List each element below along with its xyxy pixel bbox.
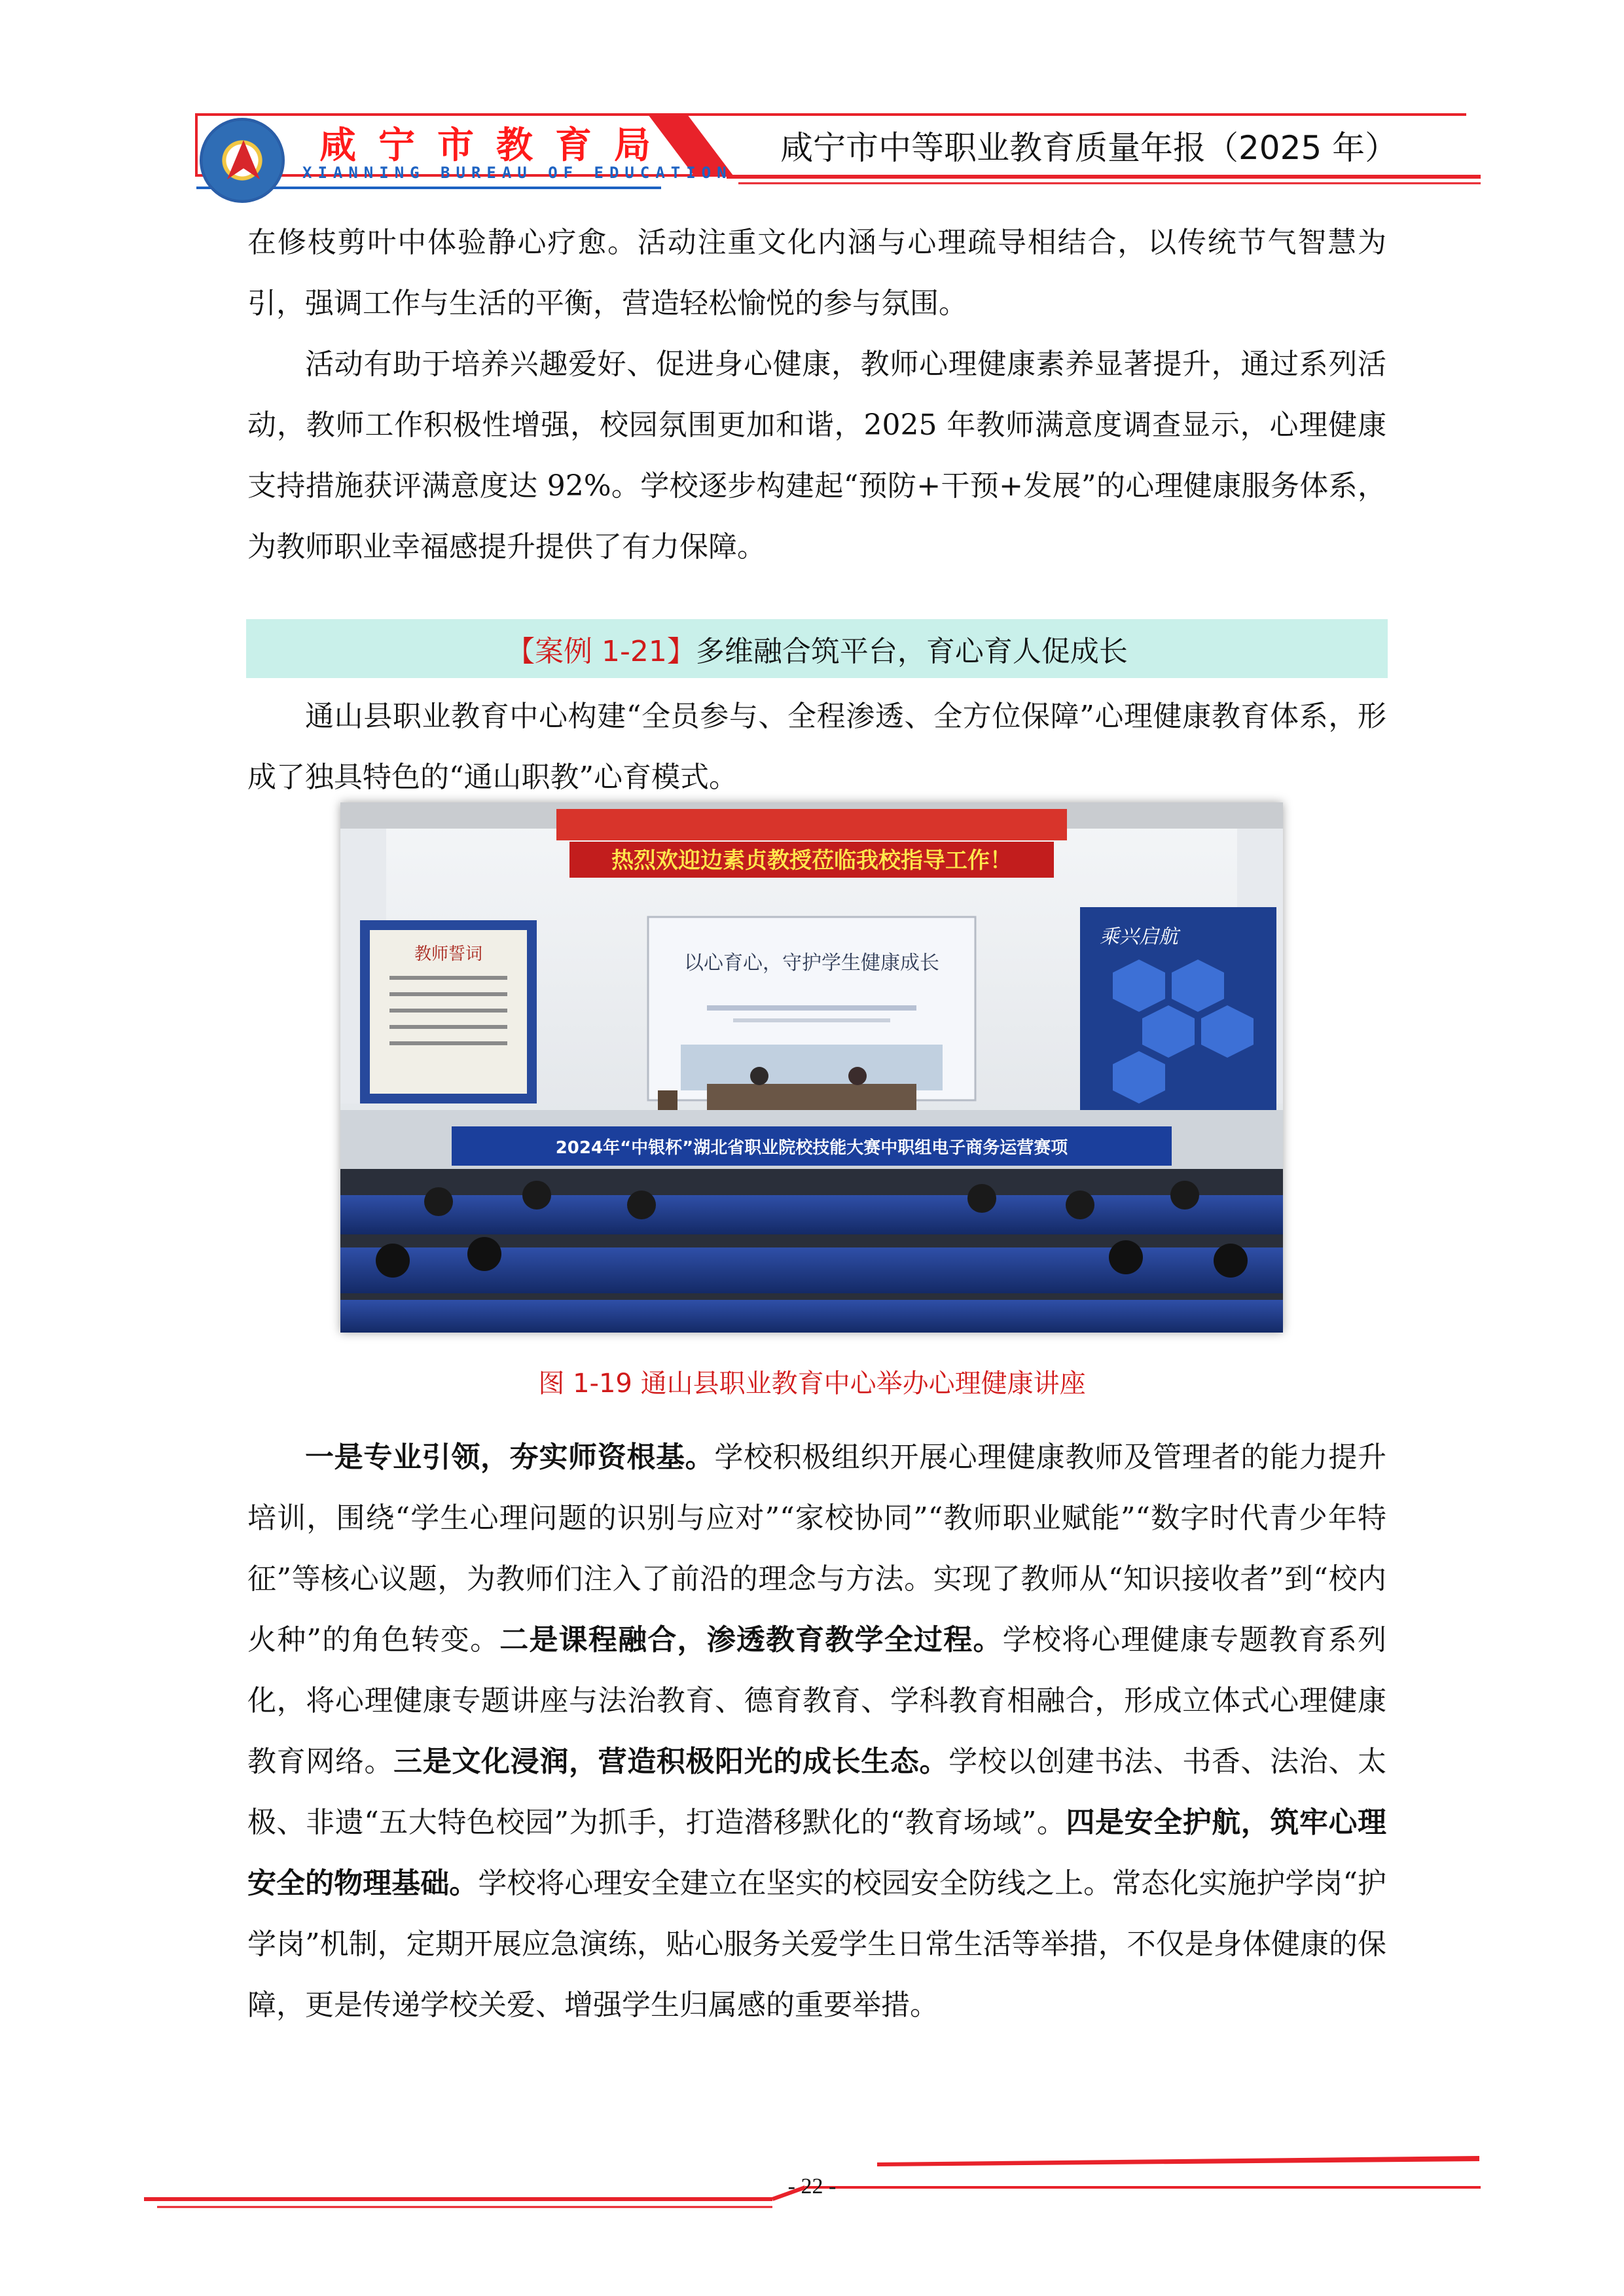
measure-3-text: 学校以创建书法、书香、法治、太极、非遗“五大特色校园”为抓手，打造潜移默化的“教育场域”。 bbox=[247, 1745, 1387, 1839]
case-title: 多维融合筑平台，育心育人促成长 bbox=[695, 635, 1128, 668]
welcome-banner-text: 热烈欢迎边素贞教授莅临我校指导工作！ bbox=[611, 848, 1012, 874]
measures-paragraph bbox=[247, 1427, 1386, 2036]
case-tag: 【案例 1-21】 bbox=[506, 635, 696, 668]
measure-2-text: 学校将心理健康专题教育系列化，将心理健康专题讲座与法治教育、德育教育、学科教育相融合，形成立体式心理健康教育网络。 bbox=[247, 1623, 1387, 1778]
measure-1-text: 学校积极组织开展心理健康教师及管理者的能力提升培训，围绕“学生心理问题的识别与应对”“家校协同”“教师职业赋能”“数字时代青少年特征”等核心议题，为教师们注入了前沿的理念与方法。实现了教师从“知识接收者”到“校内火种”的角色转变。 bbox=[247, 1441, 1387, 1657]
paragraph-continued: 在修枝剪叶中体验静心疗愈。活动注重文化内涵与心理疏导相结合，以传统节气智慧为引，强调工作与生活的平衡，营造轻松愉悦的参与氛围。 bbox=[247, 226, 1386, 320]
lecture-hall-illustration bbox=[340, 802, 1283, 1333]
org-name-en: XIANNING BUREAU OF EDUCATION bbox=[302, 164, 732, 182]
screen-title: 以心育心，守护学生健康成长 bbox=[684, 952, 939, 975]
teacher-oath-board: 教师誓词 bbox=[414, 944, 483, 964]
page-header bbox=[0, 0, 1624, 209]
right-board-title: 乘兴启航 bbox=[1100, 925, 1178, 948]
measure-3-heading: 三是文化浸润，营造积极阳光的成长生态。 bbox=[393, 1745, 949, 1778]
org-name-cn: 咸宁市教育局 bbox=[319, 124, 673, 167]
figure-caption: 图 1-19 通山县职业教育中心举办心理健康讲座 bbox=[538, 1369, 1086, 1399]
measure-4-text: 学校将心理安全建立在坚实的校园安全防线之上。常态化实施护学岗“护学岗”机制，定期开展应急演练，贴心服务关爱学生日常生活等举措，不仅是身体健康的保障，更是传递学校关爱、增强学生归属感的重要举措。 bbox=[247, 1867, 1386, 2022]
lecture-photo bbox=[340, 802, 1283, 1333]
case-intro: 通山县职业教育中心构建“全员参与、全程渗透、全方位保障”心理健康教育体系，形成了独具特色的“通山职教”心育模式。 bbox=[247, 700, 1386, 794]
measure-4-heading: 四是安全护航，筑牢心理安全的物理基础。 bbox=[247, 1806, 1387, 1900]
page-number: - 22 - bbox=[787, 2174, 837, 2198]
paragraph-activity-effect: 活动有助于培养兴趣爱好、促进身心健康，教师心理健康素养显著提升，通过系列活动，教师工作积极性增强，校园氛围更加和谐，2025 年教师满意度调查显示，心理健康支持措施获评满意度达 92%。学校逐步构建起“预防+干预+发展”的心理健康服务体系，为教师职业幸福感提升提供了有力保障。 bbox=[247, 348, 1386, 564]
measure-2-heading: 二是课程融合，渗透教育教学全过程。 bbox=[499, 1623, 1003, 1657]
stage-banner-text: 2024年“中银杯”湖北省职业院校技能大赛中职组电子商务运营赛项 bbox=[555, 1138, 1068, 1158]
measure-1-heading: 一是专业引领，夯实师资根基。 bbox=[305, 1441, 715, 1474]
report-title: 咸宁市中等职业教育质量年报（2025 年） bbox=[780, 129, 1398, 167]
bureau-logo bbox=[200, 118, 285, 203]
case-heading bbox=[246, 619, 1388, 678]
